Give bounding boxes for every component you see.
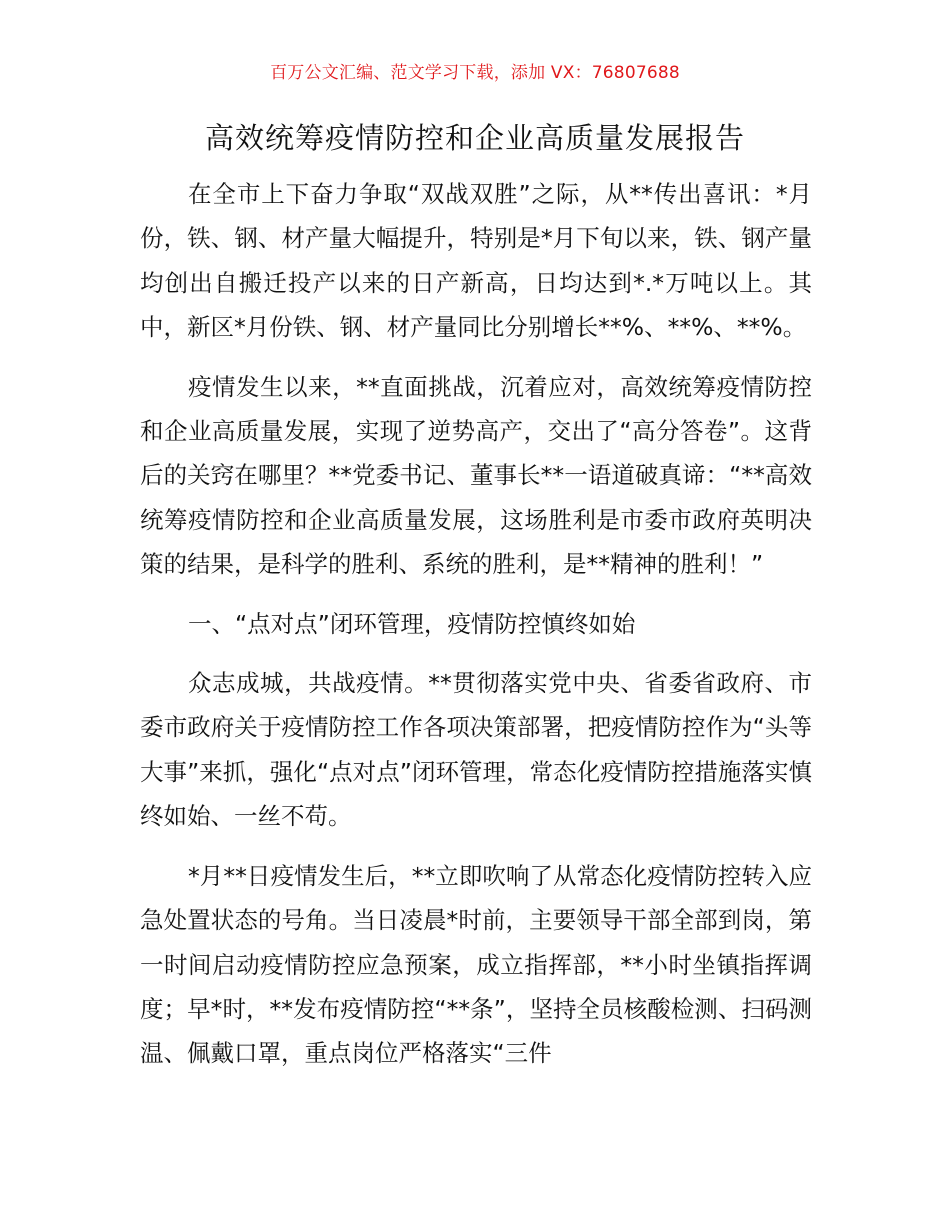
paragraph-intro: 在全市上下奋力争取“双战双胜”之际，从**传出喜讯：*月份，铁、钢、材产量大幅提升，特别是*月下旬以来，铁、钢产量均创出自搬迁投产以来的日产新高，日均达到*.*万吨以上。其中，新区*月份铁、钢、材产量同比分别增长**%、**%、**%。 bbox=[140, 180, 812, 342]
document-body bbox=[140, 172, 812, 1091]
paragraph-summary: 疫情发生以来，**直面挑战，沉着应对，高效统筹疫情防控和企业高质量发展，实现了逆势高产，交出了“高分答卷”。这背后的关窍在哪里？**党委书记、董事长**一语道破真谛：“**高效统筹疫情防控和企业高质量发展，这场胜利是市委市政府英明决策的结果，是科学的胜利、系统的胜利，是**精神的胜利！” bbox=[140, 372, 812, 579]
paragraph-section-1-detail: *月**日疫情发生后，**立即吹响了从常态化疫情防控转入应急处置状态的号角。当日凌晨*时前，主要领导干部全部到岗，第一时间启动疫情防控应急预案，成立指挥部，**小时坐镇指挥调度；早*时，**发布疫情防控“**条”，坚持全员核酸检测、扫码测温、佩戴口罩，重点岗位严格落实“三件 bbox=[140, 861, 812, 1068]
download-banner: 百万公文汇编、范文学习下载，添加 VX：76807688 bbox=[270, 63, 680, 83]
document-title: 高效统筹疫情防控和企业高质量发展报告 bbox=[204, 121, 745, 155]
section-heading-1: 一、“点对点”闭环管理，疫情防控慎终如始 bbox=[188, 609, 636, 638]
paragraph-section-1-intro: 众志成城，共战疫情。**贯彻落实党中央、省委省政府、市委市政府关于疫情防控工作各项决策部署，把疫情防控作为“头等大事”来抓，强化“点对点”闭环管理，常态化疫情防控措施落实慎终如始、一丝不苟。 bbox=[140, 669, 812, 831]
